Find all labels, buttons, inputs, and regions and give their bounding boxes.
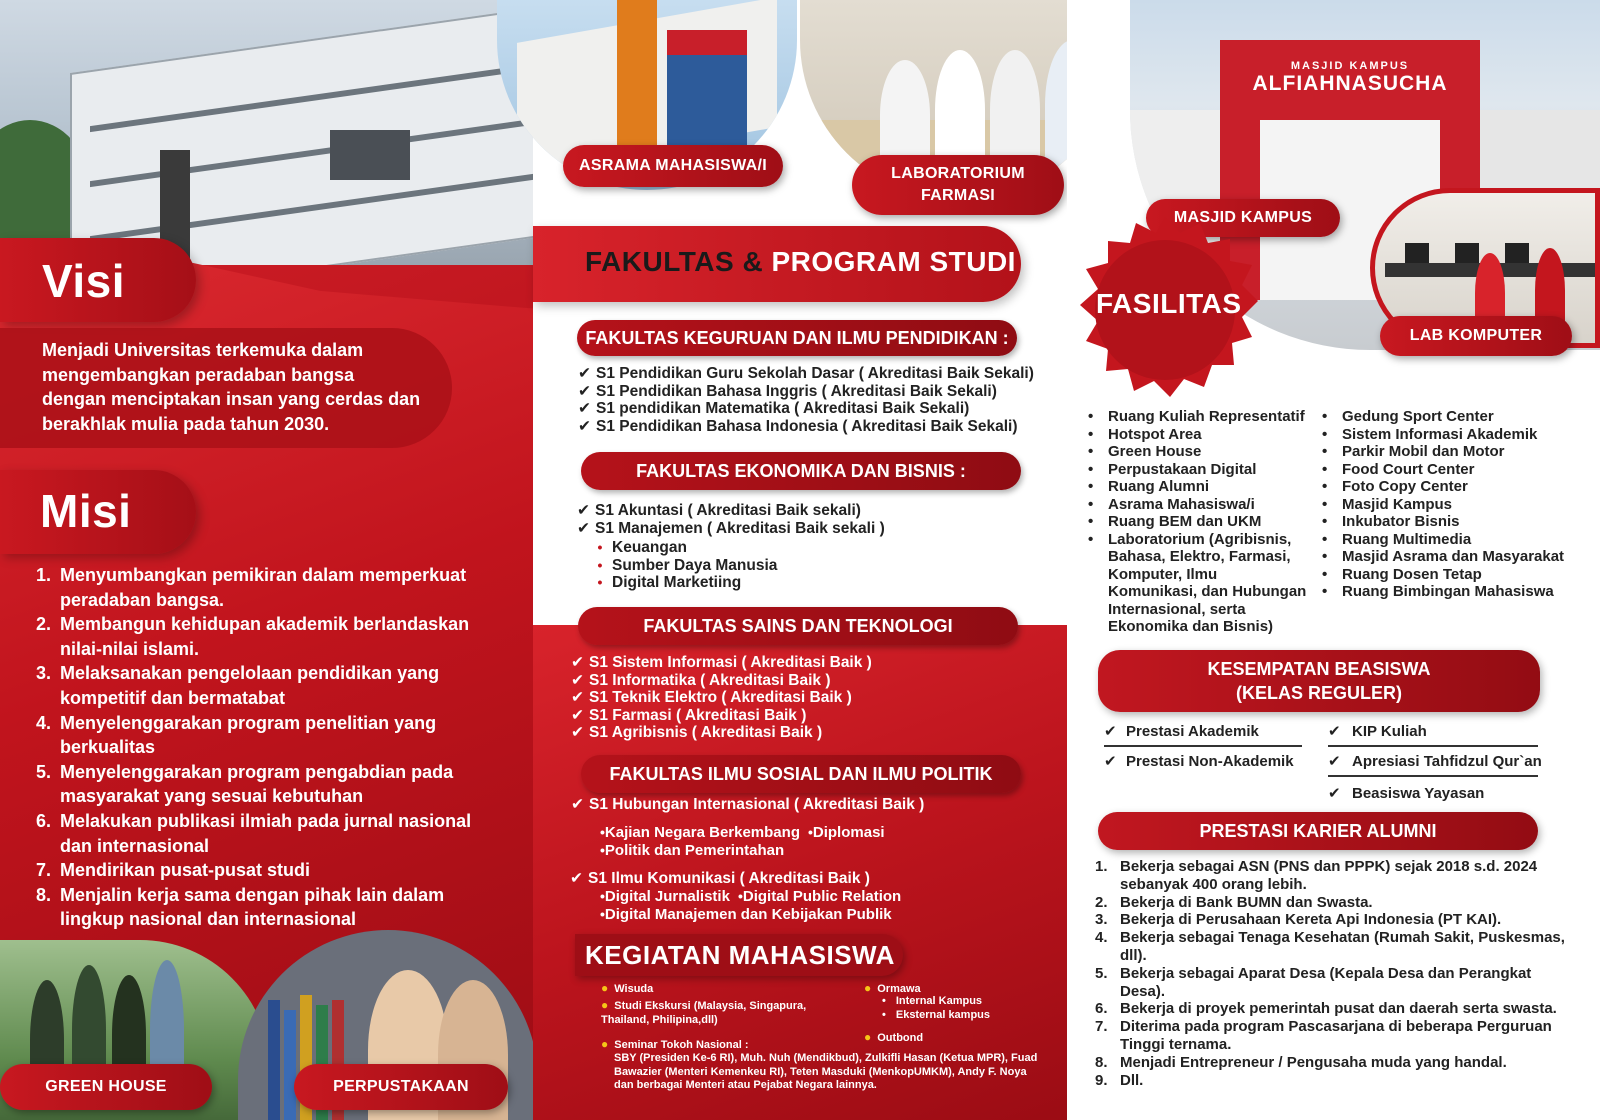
list-item: 1. Menyumbangkan pemikiran dalam memperkuat peradaban bangsa. [36,565,467,610]
fst-heading: FAKULTAS SAINS DAN TEKNOLOGI [578,607,1018,645]
feb-program-list [577,502,1057,537]
kegiatan-ormawa-sub: • Internal Kampus • Eksternal kampus [882,995,991,1021]
list-item: 9. Dll. [1095,1071,1144,1089]
list-item: ✔ S1 Informatika ( Akreditasi Baik ) [571,671,831,689]
list-item: ✔ S1 Hubungan Internasional ( Akreditasi Baik ) [571,796,925,813]
list-item: • Gedung Sport Center [1322,408,1494,425]
list-item: 3. Melaksanakan pengelolaan pendidikan yang kompetitif dan bermatabat [36,663,440,708]
fisip-heading: FAKULTAS ILMU SOSIAL DAN ILMU POLITIK [581,755,1021,793]
list-item: • Masjid Kampus [1322,495,1453,513]
page-title: FAKULTAS & PROGRAM STUDI [585,246,1016,277]
masjid-caption: MASJID KAMPUS [1146,199,1340,237]
list-item: 8. Menjadi Entrepreneur / Pengusaha muda yang handal. [1095,1053,1507,1071]
list-item: • Sumber Daya Manusia [597,556,778,574]
list-item: • Ruang BEM dan UKM [1088,513,1262,530]
list-item: 5. Menyelenggarakan program pengabdian pada masyarakat yang sesuai kebutuhan [36,761,454,807]
list-item: 6. Melakukan publikasi ilmiah pada jurnal nasional dan internasional [36,810,472,856]
asrama-caption: ASRAMA MAHASISWA/I [563,145,783,187]
kegiatan-seminar: ● Seminar Tokoh Nasional : [601,1037,749,1051]
feb-concentration-list [588,539,888,592]
list-item: • Sistem Informasi Akademik [1322,425,1538,443]
list-item: 5. Bekerja sebagai Aparat Desa (Kepala Desa dan Perangkat Desa). [1095,964,1532,1000]
kegiatan-ormawa: ● Ormawa [864,981,921,995]
fkip-program-list [578,365,1058,435]
list-item: • Inkubator Bisnis [1322,513,1460,530]
beasiswa-item: ✔ Prestasi Akademik [1104,722,1259,740]
kegiatan-seminar-text: SBY (Presiden Ke-6 RI), Muh. Nuh (Mendikbud), Zulkifli Hasan (Ketua MPR), Fuad Bawazier (Menteri Kemenkeu RI), Teten Masduki (MenkopUMKM), Andy F. Noya dan berbagai Menteri atau Pejabat Negara lainnya. [614,1052,1038,1091]
fkip-heading: FAKULTAS KEGURUAN DAN ILMU PENDIDIKAN : [577,320,1017,356]
list-item: • Foto Copy Center [1322,478,1468,495]
fasilitas-list-2 [1322,408,1592,601]
misi-list [36,563,506,932]
list-item: • Hotspot Area [1088,425,1202,443]
feb-heading: FAKULTAS EKONOMIKA DAN BISNIS : [581,452,1021,490]
list-item: • Digital Marketiing [597,574,742,592]
list-item: 4. Bekerja sebagai Tenaga Kesehatan (Rumah Sakit, Puskesmas, dll). [1095,929,1565,964]
green-house-caption: GREEN HOUSE [0,1064,212,1110]
list-item: • Ruang Multimedia [1322,530,1472,548]
list-item: ✔ S1 Agribisnis ( Akreditasi Baik ) [571,724,823,742]
list-item: 4. Menyelenggarakan program penelitian yang berkualitas [36,712,437,758]
list-item: ✔ S1 Farmasi ( Akreditasi Baik ) [571,706,807,724]
list-item: • Ruang Alumni [1088,478,1210,495]
campus-building-photo [0,0,533,265]
perpustakaan-caption: PERPUSTAKAAN [294,1064,508,1110]
fst-program-list [571,654,1011,742]
list-item: ✔ S1 Sistem Informasi ( Akreditasi Baik ) [571,654,872,671]
lab-farmasi-caption: LABORATORIUM FARMASI [852,155,1064,215]
list-item: 7. Mendirikan pusat-pusat studi [36,860,311,881]
list-item: ✔ S1 Ilmu Komunikasi ( Akreditasi Baik ) [570,870,870,887]
alumni-list [1095,858,1575,1089]
list-item: 6. Bekerja di proyek pemerintah pusat dan daerah serta swasta. [1095,1000,1557,1018]
list-item: ✔ S1 Teknik Elektro ( Akreditasi Baik ) [571,689,852,707]
beasiswa-item: ✔ Prestasi Non-Akademik [1104,752,1294,770]
list-item: 7. Diterima pada program Pascasarjana di beberapa Perguruan Tinggi ternama. [1095,1018,1552,1053]
list-item: • Green House [1088,443,1202,460]
lab-komputer-caption: LAB KOMPUTER [1380,316,1572,356]
list-item: ✔ S1 Manajemen ( Akreditasi Baik sekali ) [577,519,885,537]
list-item: ✔ S1 pendidikan Matematika ( Akreditasi Baik Sekali) [578,400,970,418]
fisip-hi-program [571,796,1011,814]
fisip-ikom-sub: •Digital Jurnalistik •Digital Public Relation •Digital Manajemen dan Kebijakan Publik [600,888,902,923]
visi-heading: Visi [42,255,125,307]
list-item: 2. Bekerja di Bank BUMN dan Swasta. [1095,893,1373,911]
kegiatan-heading: KEGIATAN MAHASISWA [575,934,903,976]
divider [1104,745,1302,747]
list-item: 8. Menjalin kerja sama dengan pihak lain dalam lingkup nasional dan internasional [36,884,445,930]
kegiatan-wisuda: ● Wisuda [601,981,654,995]
list-item: • Perpustakaan Digital [1088,460,1257,478]
list-item: • Asrama Mahasiswa/i [1088,495,1255,513]
fasilitas-list-1 [1088,408,1316,636]
list-item: 2. Membangun kehidupan akademik berlandaskan nilai-nilai islami. [36,614,470,659]
misi-heading: Misi [40,485,132,537]
fisip-ikom-program [570,870,1010,888]
list-item: • Parkir Mobil dan Motor [1322,443,1505,460]
beasiswa-heading: KESEMPATAN BEASISWA (KELAS REGULER) [1098,650,1540,712]
fisip-hi-sub: •Kajian Negara Berkembang •Diplomasi •Politik dan Pemerintahan [600,824,885,859]
divider [1328,775,1538,777]
list-item: ✔ S1 Akuntasi ( Akreditasi Baik sekali) [577,502,861,519]
list-item: • Masjid Asrama dan Masyarakat [1322,548,1565,565]
masjid-sign: MASJID KAMPUS ALFIAHNASUCHA [1252,60,1448,95]
kegiatan-outbond: ● Outbond [864,1030,924,1044]
visi-text: Menjadi Universitas terkemuka dalam mengembangkan peradaban bangsa dengan menciptakan insan yang cerdas dan berakhlak mulia pada tahun 2030. [42,340,421,434]
list-item: ✔ S1 Pendidikan Bahasa Indonesia ( Akreditasi Baik Sekali) [578,417,1018,435]
list-item: • Keuangan [597,539,687,556]
list-item: • Ruang Dosen Tetap [1322,565,1482,583]
list-item: 3. Bekerja di Perusahaan Kereta Api Indonesia (PT KAI). [1095,911,1502,929]
list-item: • Ruang Bimbingan Mahasiswa [1322,583,1554,600]
divider [1328,745,1538,747]
list-item: • Food Court Center [1322,460,1475,478]
list-item: 1. Bekerja sebagai ASN (PNS dan PPPK) sejak 2018 s.d. 2024 sebanyak 400 orang lebih. [1095,858,1538,893]
beasiswa-item: ✔ Apresiasi Tahfidzul Qur`an [1328,752,1542,770]
list-item: • Ruang Kuliah Representatif [1088,408,1305,425]
alumni-heading: PRESTASI KARIER ALUMNI [1098,812,1538,850]
fasilitas-heading: FASILITAS [1096,288,1242,319]
left-panel [0,0,533,1120]
beasiswa-item: ✔ Beasiswa Yayasan [1328,784,1485,802]
list-item: • Laboratorium (Agribisnis, Bahasa, Elektro, Farmasi, Komputer, Ilmu Komunikasi, dan Hubungan Internasional, serta Ekonomika dan Bisnis) [1088,530,1307,635]
list-item: ✔ S1 Pendidikan Guru Sekolah Dasar ( Akreditasi Baik Sekali) [578,365,1034,382]
kegiatan-studi: ● Studi Ekskursi (Malaysia, Singapura, Thailand, Philipina,dll) [601,998,807,1026]
beasiswa-item: ✔ KIP Kuliah [1328,722,1427,740]
list-item: ✔ S1 Pendidikan Bahasa Inggris ( Akreditasi Baik Sekali) [578,382,997,400]
